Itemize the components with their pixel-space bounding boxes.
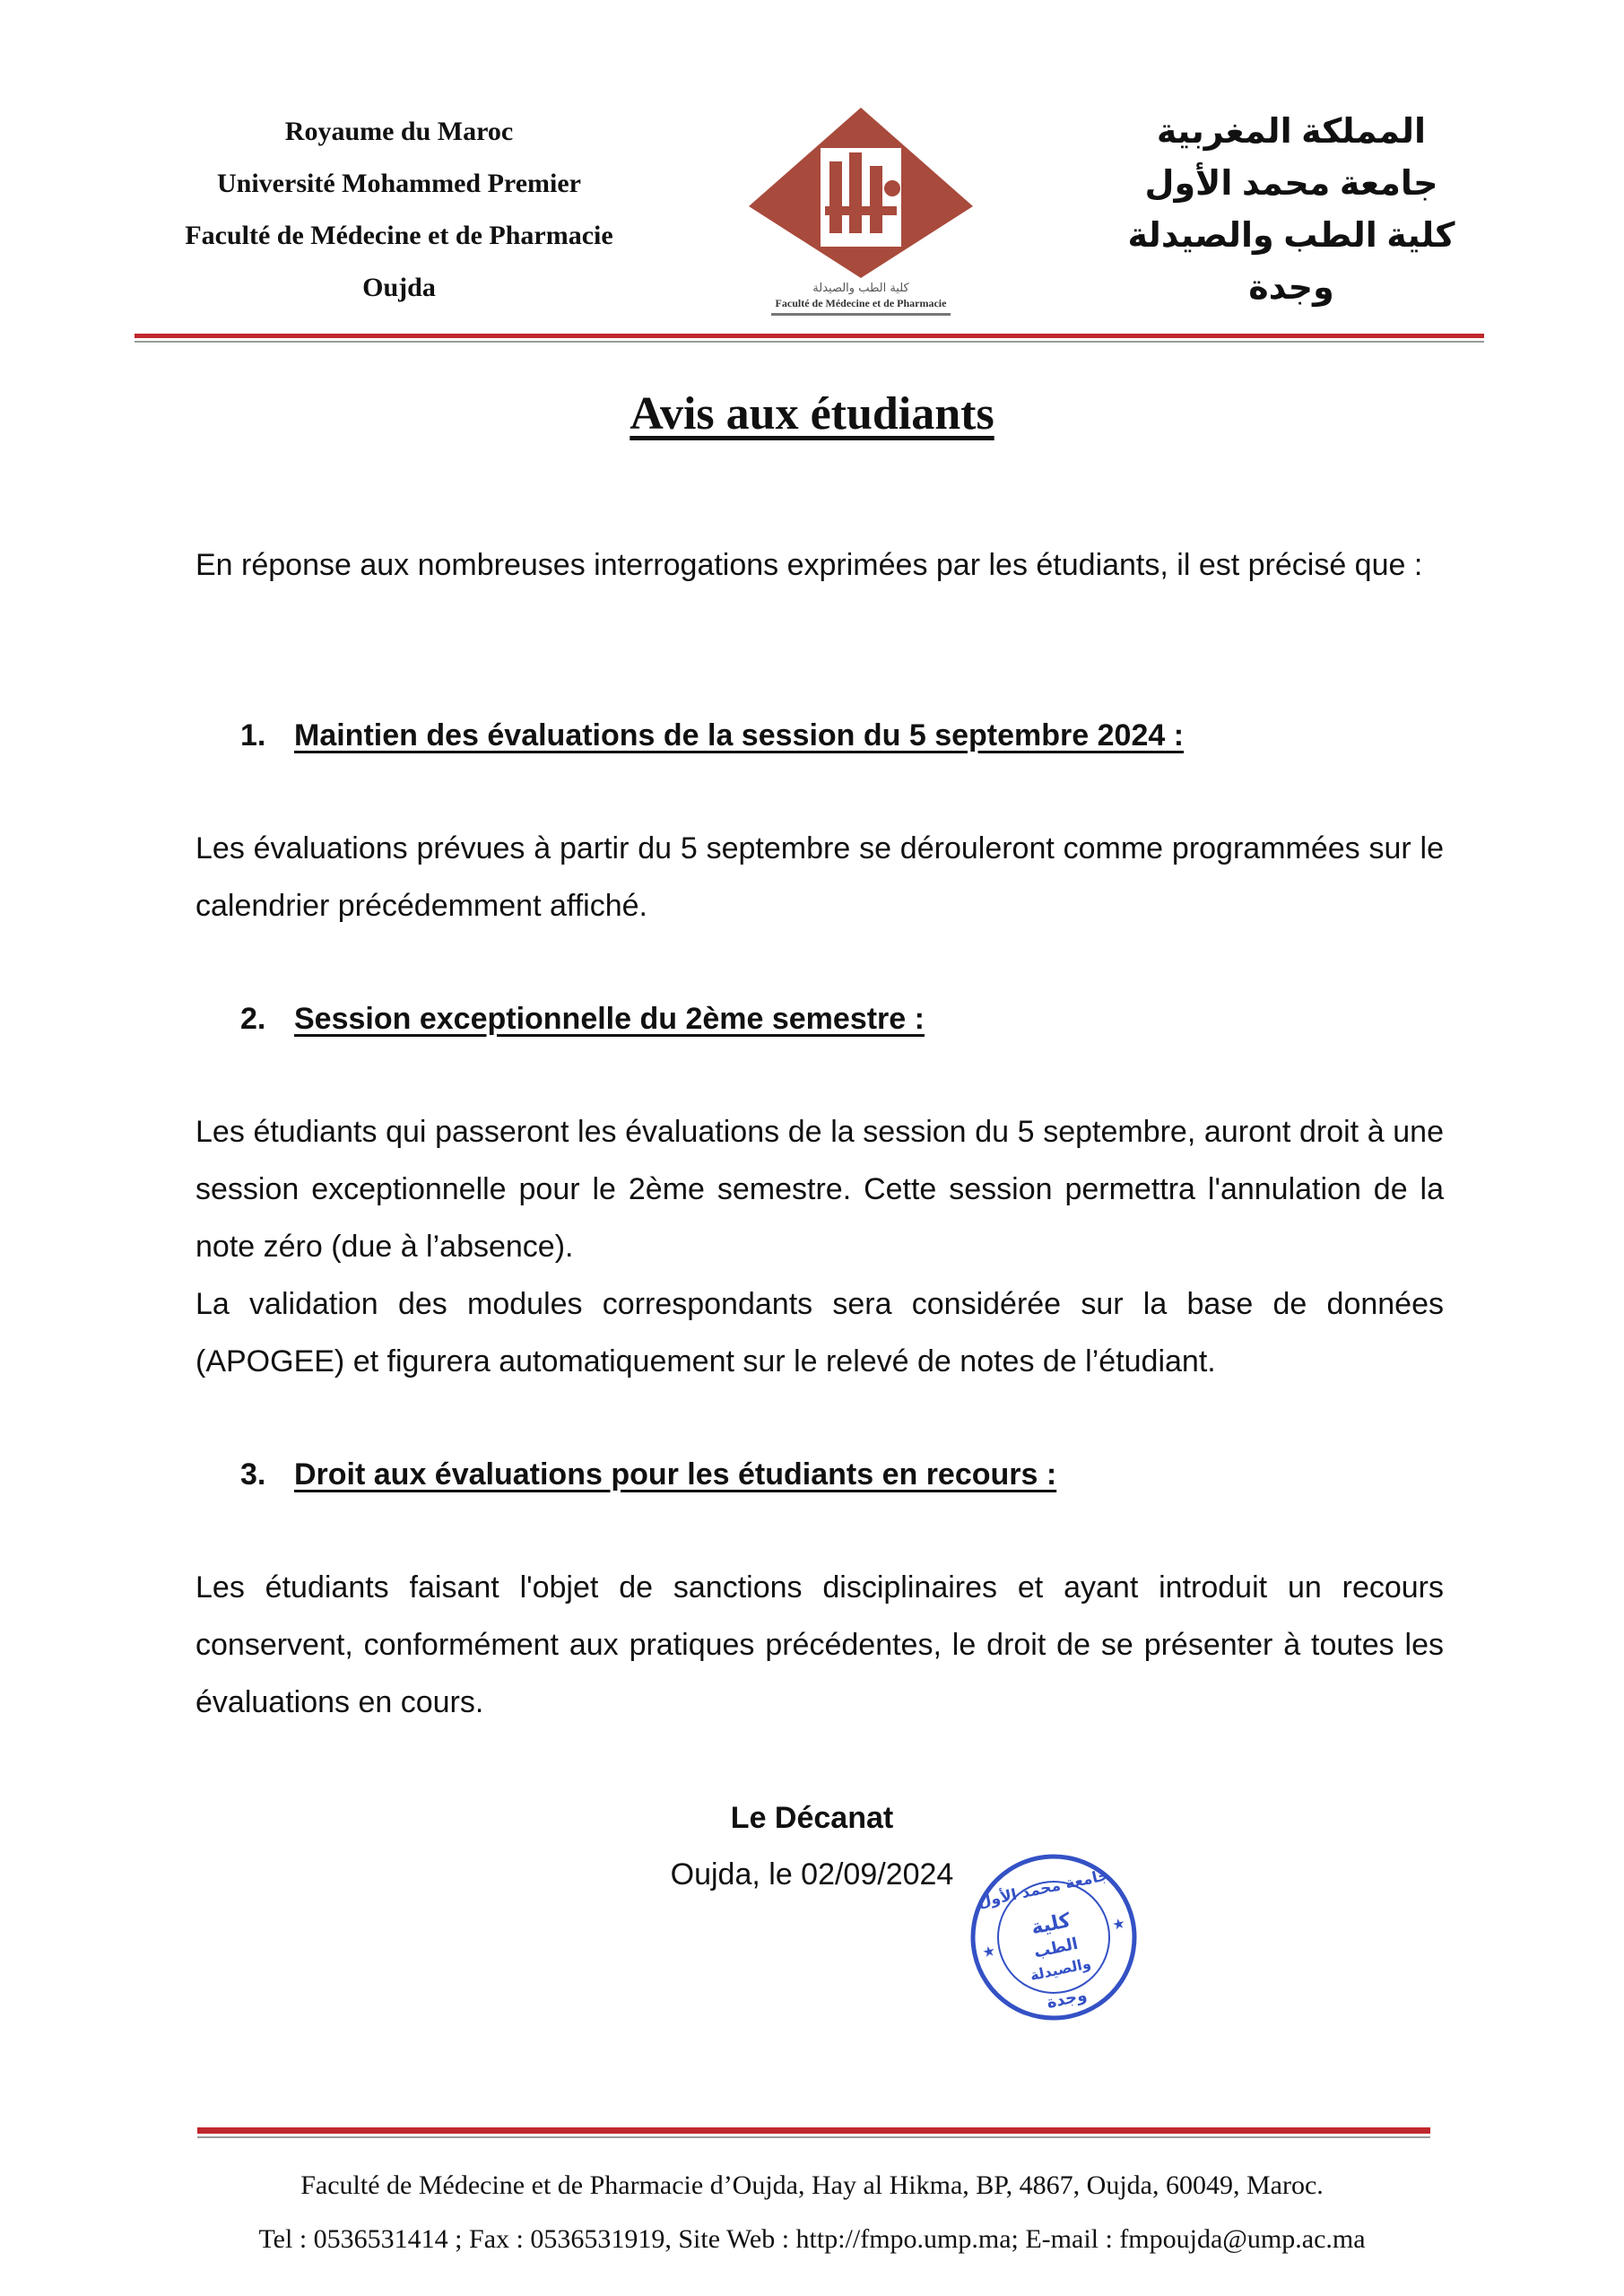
section-2-title: Session exceptionnelle du 2ème semestre :	[294, 1002, 925, 1036]
header-institution-fr	[135, 106, 664, 314]
svg-text:كلية: كلية	[1029, 1909, 1073, 1940]
svg-text:وجدة: وجدة	[1045, 1985, 1089, 2013]
footer-divider	[197, 2127, 1430, 2138]
svg-text:Faculté de Médecine et de Phar: Faculté de Médecine et de Pharmacie	[775, 297, 947, 309]
signature-place-date: Oujda, le 02/09/2024	[670, 1857, 954, 1892]
section-2-number: 2.	[240, 1002, 266, 1036]
header-line-kingdom-ar: المملكة المغربية	[1156, 113, 1427, 151]
section-2-heading	[240, 990, 925, 1048]
svg-text:كلية الطب والصيدلة: كلية الطب والصيدلة	[812, 282, 909, 295]
faculty-logo-icon	[726, 99, 995, 323]
svg-text:جامعة محمد الأول: جامعة محمد الأول	[976, 1866, 1111, 1912]
header-line-city: Oujda	[362, 273, 436, 302]
section-3-title: Droit aux évaluations pour les étudiants en recours :	[294, 1457, 1057, 1492]
section-1-number: 1.	[240, 718, 266, 752]
header-line-university-ar: جامعة محمد الأول	[1144, 165, 1438, 203]
page-title: Avis aux étudiants	[630, 388, 994, 439]
header-line-faculty: Faculté de Médecine et de Pharmacie	[185, 221, 613, 250]
header-divider	[135, 334, 1484, 343]
header-line-faculty-ar: كلية الطب والصيدلة	[1127, 217, 1455, 255]
section-3-heading	[240, 1446, 1056, 1503]
section-1-heading	[240, 707, 1184, 764]
section-1-paragraph: Les évaluations prévues à partir du 5 septembre se dérouleront comme programmées sur le calendrier précédemment affiché.	[195, 831, 1444, 923]
svg-text:الطب: الطب	[1032, 1934, 1081, 1962]
header-line-city-ar: وجدة	[1248, 269, 1334, 307]
section-2-paragraph-1: Les étudiants qui passeront les évaluations de la session du 5 septembre, auront droit à une session exceptionnelle pour le 2ème semestre. Cette session permettra l'annulation de la note zéro (due à l’absence).	[195, 1115, 1444, 1264]
section-3-number: 3.	[240, 1457, 266, 1492]
svg-text:والصيدلة: والصيدلة	[1029, 1954, 1093, 1985]
section-3-paragraph: Les étudiants faisant l'objet de sanctions disciplinaires et ayant introduit un recours conservent, conformément aux pratiques précédentes, le droit de se présenter à toutes les évaluations en cours.	[195, 1570, 1444, 1719]
svg-text:★: ★	[980, 1942, 997, 1961]
footer-contact: Tel : 0536531414 ; Fax : 0536531919, Site Web : http://fmpo.ump.ma; E-mail : fmpoujda@ump.ac.ma	[258, 2224, 1366, 2254]
footer-address: Faculté de Médecine et de Pharmacie d’Oujda, Hay al Hikma, BP, 4867, Oujda, 60049, Maroc.	[300, 2170, 1324, 2200]
intro-paragraph: En réponse aux nombreuses interrogations exprimées par les étudiants, il est précisé que :	[195, 548, 1423, 582]
section-1-title: Maintien des évaluations de la session du 5 septembre 2024 :	[294, 718, 1185, 752]
signature-title: Le Décanat	[730, 1801, 894, 1835]
header-institution-ar	[1112, 106, 1471, 314]
section-2-paragraph-2: La validation des modules correspondants sera considérée sur la base de données (APOGEE) et figurera automatiquement sur le relevé de notes de l’étudiant.	[195, 1287, 1444, 1378]
header-line-university: Université Mohammed Premier	[217, 169, 581, 198]
svg-text:★: ★	[1110, 1914, 1127, 1934]
header-line-kingdom: Royaume du Maroc	[284, 117, 514, 146]
official-stamp-icon	[964, 1848, 1143, 2027]
